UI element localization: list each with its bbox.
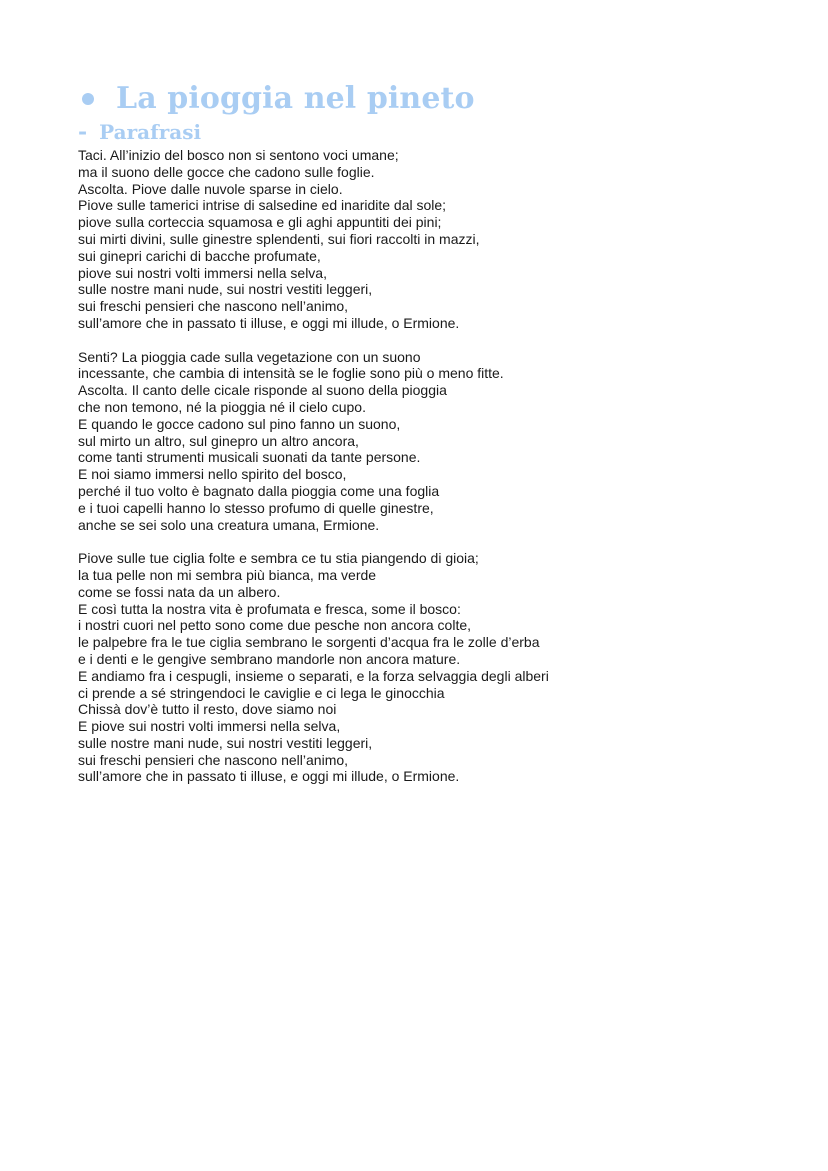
text-line: che non temono, né la pioggia né il cielo cupo.	[78, 398, 366, 415]
text-line: Chissà dov’è tutto il resto, dove siamo noi	[78, 701, 337, 718]
text-line: Taci. All’inizio del bosco non si sentono voci umane;	[78, 147, 399, 163]
text-line: perché il tuo volto è bagnato dalla pioggia come una foglia	[78, 482, 440, 499]
text-line: E quando le gocce cadono sul pino fanno un suono,	[78, 415, 401, 432]
text-line: i nostri cuori nel petto sono come due pesche non ancora colte,	[78, 617, 472, 634]
text-line: come tanti strumenti musicali suonati da tante persone.	[78, 449, 421, 466]
text-line: sui freschi pensieri che nascono nell’animo,	[78, 751, 349, 768]
text-line: anche se sei solo una creatura umana, Ermione.	[78, 516, 380, 533]
text-line: sull’amore che in passato ti illuse, e oggi mi illude, o Ermione.	[78, 314, 460, 331]
text-line: le palpebre fra le tue ciglia sembrano le sorgenti d’acqua fra le zolle d’erba	[78, 634, 540, 651]
page-title: La pioggia nel pineto	[116, 81, 475, 116]
text-line: sull’amore che in passato ti illuse, e oggi mi illude, o Ermione.	[78, 768, 460, 785]
dash-icon: -	[78, 119, 88, 145]
subtitle-row	[78, 118, 201, 146]
text-line: E così tutta la nostra vita è profumata e fresca, some il bosco:	[78, 600, 461, 617]
poem-paraphrase	[78, 147, 778, 802]
text-line: Senti? La pioggia cade sulla vegetazione con un suono	[78, 348, 421, 365]
text-line: E andiamo fra i cespugli, insieme o separati, e la forza selvaggia degli alberi	[78, 667, 549, 684]
text-line: e i tuoi capelli hanno lo stesso profumo di quelle ginestre,	[78, 499, 434, 516]
bullet-icon	[82, 93, 94, 105]
text-line: incessante, che cambia di intensità se le foglie sono più o meno fitte.	[78, 365, 504, 382]
text-line: Ascolta. Piove dalle nuvole sparse in cielo.	[78, 180, 343, 197]
text-line: sui mirti divini, sulle ginestre splendenti, sui fiori raccolti in mazzi,	[78, 230, 480, 247]
text-line: e i denti e le gengive sembrano mandorle non ancora mature.	[78, 650, 461, 667]
title-row	[78, 78, 475, 120]
text-line: E piove sui nostri volti immersi nella selva,	[78, 718, 341, 735]
text-line: sui ginepri carichi di bacche profumate,	[78, 247, 321, 264]
stanza-1	[78, 147, 778, 332]
text-line: sulle nostre mani nude, sui nostri vestiti leggeri,	[78, 734, 373, 751]
text-line: come se fossi nata da un albero.	[78, 583, 281, 600]
text-line: piove sui nostri volti immersi nella selva,	[78, 264, 327, 281]
text-line: ma il suono delle gocce che cadono sulle foglie.	[78, 163, 375, 180]
text-line: Piove sulle tue ciglia folte e sembra ce tu stia piangendo di gioia;	[78, 550, 479, 567]
text-line: piove sulla corteccia squamosa e gli aghi appuntiti dei pini;	[78, 214, 442, 231]
text-line: ci prende a sé stringendoci le caviglie e ci lega le ginocchia	[78, 684, 445, 701]
page-subtitle: Parafrasi	[99, 120, 202, 144]
stanza-3	[78, 550, 778, 785]
text-line: la tua pelle non mi sembra più bianca, ma verde	[78, 566, 377, 583]
text-line: E noi siamo immersi nello spirito del bosco,	[78, 466, 347, 483]
text-line: Ascolta. Il canto delle cicale risponde al suono della pioggia	[78, 382, 447, 399]
text-line: Piove sulle tamerici intrise di salsedine ed inaridite dal sole;	[78, 197, 447, 214]
text-line: sui freschi pensieri che nascono nell’animo,	[78, 298, 349, 315]
text-line: sulle nostre mani nude, sui nostri vestiti leggeri,	[78, 281, 373, 298]
text-line: sul mirto un altro, sul ginepro un altro ancora,	[78, 432, 359, 449]
stanza-2	[78, 349, 778, 534]
